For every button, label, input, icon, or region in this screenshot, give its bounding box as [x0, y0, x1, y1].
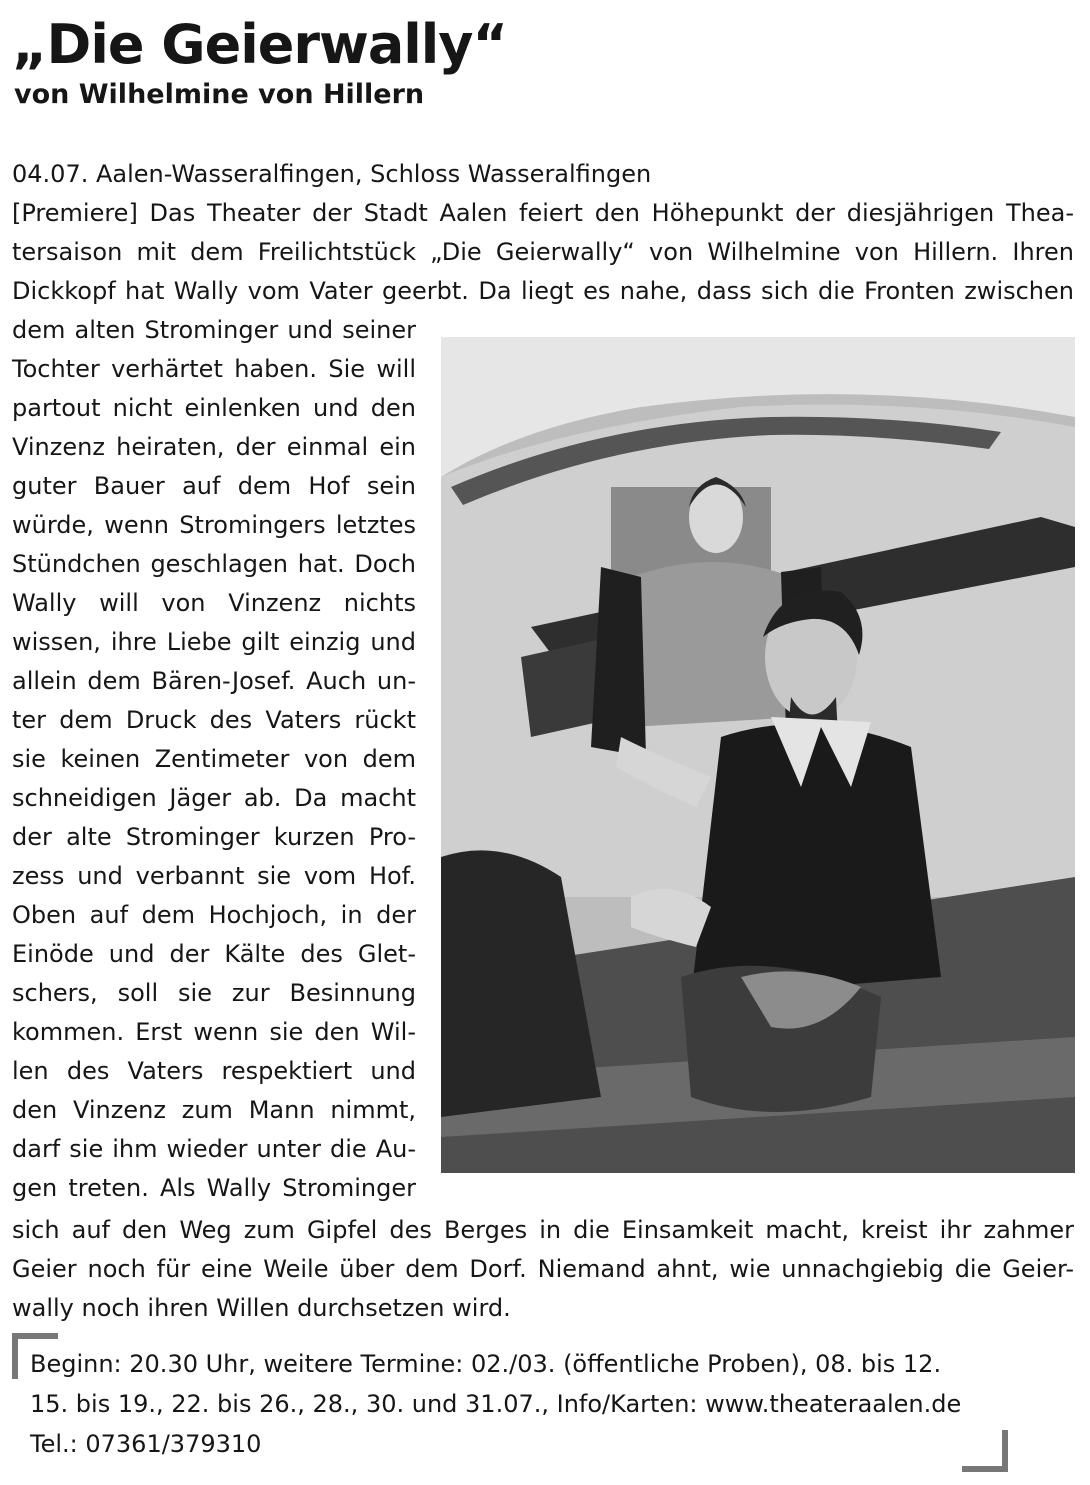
body-line: Vinzenz heiraten, der einmal ein: [12, 433, 416, 461]
body-line: schers, soll sie zur Besinnung: [12, 979, 416, 1007]
body-line: ter dem Druck des Vaters rückt: [12, 706, 416, 734]
body-line: würde, wenn Stromingers letztes: [12, 511, 416, 539]
body-line: Stündchen geschlagen hat. Doch: [12, 550, 416, 578]
body-line: sie keinen Zentimeter von dem: [12, 745, 416, 773]
info-line: 15. bis 19., 22. bis 26., 28., 30. und 31.07., Info/Karten: www.theateraalen.de: [30, 1390, 962, 1418]
body-line: Dickkopf hat Wally vom Vater geerbt. Da liegt es nahe, dass sich die Fronten zwischen: [12, 277, 1074, 305]
body-line: [Premiere] Das Theater der Stadt Aalen feiert den Höhepunkt der diesjährigen Thea-: [12, 199, 1074, 227]
corner-bracket-icon: [962, 1430, 1008, 1472]
body-line: der alte Strominger kurzen Pro-: [12, 823, 416, 851]
body-line: sich auf den Weg zum Gipfel des Berges in die Einsamkeit macht, kreist ihr zahmer: [12, 1216, 1074, 1244]
body-line: darf sie ihm wieder unter die Au-: [12, 1135, 416, 1163]
body-line: allein dem Bären-Josef. Auch un-: [12, 667, 416, 695]
body-line: wissen, ihre Liebe gilt einzig und: [12, 628, 416, 656]
article-subtitle: von Wilhelmine von Hillern: [14, 79, 425, 110]
body-line: Geier noch für eine Weile über dem Dorf. Niemand ahnt, wie unnachgiebig die Geier-: [12, 1255, 1074, 1283]
body-line: zess und verbannt sie vom Hof.: [12, 862, 416, 890]
body-line: Tochter verhärtet haben. Sie will: [12, 355, 416, 383]
body-line: tersaison mit dem Freilichtstück „Die Geierwally“ von Wilhelmine von Hillern. Ihren: [12, 238, 1074, 266]
body-line: partout nicht einlenken und den: [12, 394, 416, 422]
body-line: guter Bauer auf dem Hof sein: [12, 472, 416, 500]
body-line: Wally will von Vinzenz nichts: [12, 589, 416, 617]
date-location: 04.07. Aalen-Wasseralfingen, Schloss Wasseralfingen: [12, 160, 652, 188]
body-line: dem alten Strominger und seiner: [12, 316, 416, 344]
body-line: len des Vaters respektiert und: [12, 1057, 416, 1085]
body-line: schneidigen Jäger ab. Da macht: [12, 784, 416, 812]
article-title: „Die Geierwally“: [12, 13, 507, 76]
body-line: Oben auf dem Hochjoch, in der: [12, 901, 416, 929]
info-line: Tel.: 07361/379310: [30, 1430, 262, 1458]
body-line: wally noch ihren Willen durchsetzen wird.: [12, 1294, 511, 1322]
body-line: den Vinzenz zum Mann nimmt,: [12, 1096, 416, 1124]
info-line: Beginn: 20.30 Uhr, weitere Termine: 02./03. (öffentliche Proben), 08. bis 12.: [30, 1350, 942, 1378]
stage-photo-illustration: [441, 337, 1075, 1173]
body-line: Einöde und der Kälte des Glet-: [12, 940, 416, 968]
body-line: gen treten. Als Wally Strominger: [12, 1174, 416, 1202]
body-line: kommen. Erst wenn sie den Wil-: [12, 1018, 416, 1046]
stage-photo: [441, 337, 1075, 1173]
